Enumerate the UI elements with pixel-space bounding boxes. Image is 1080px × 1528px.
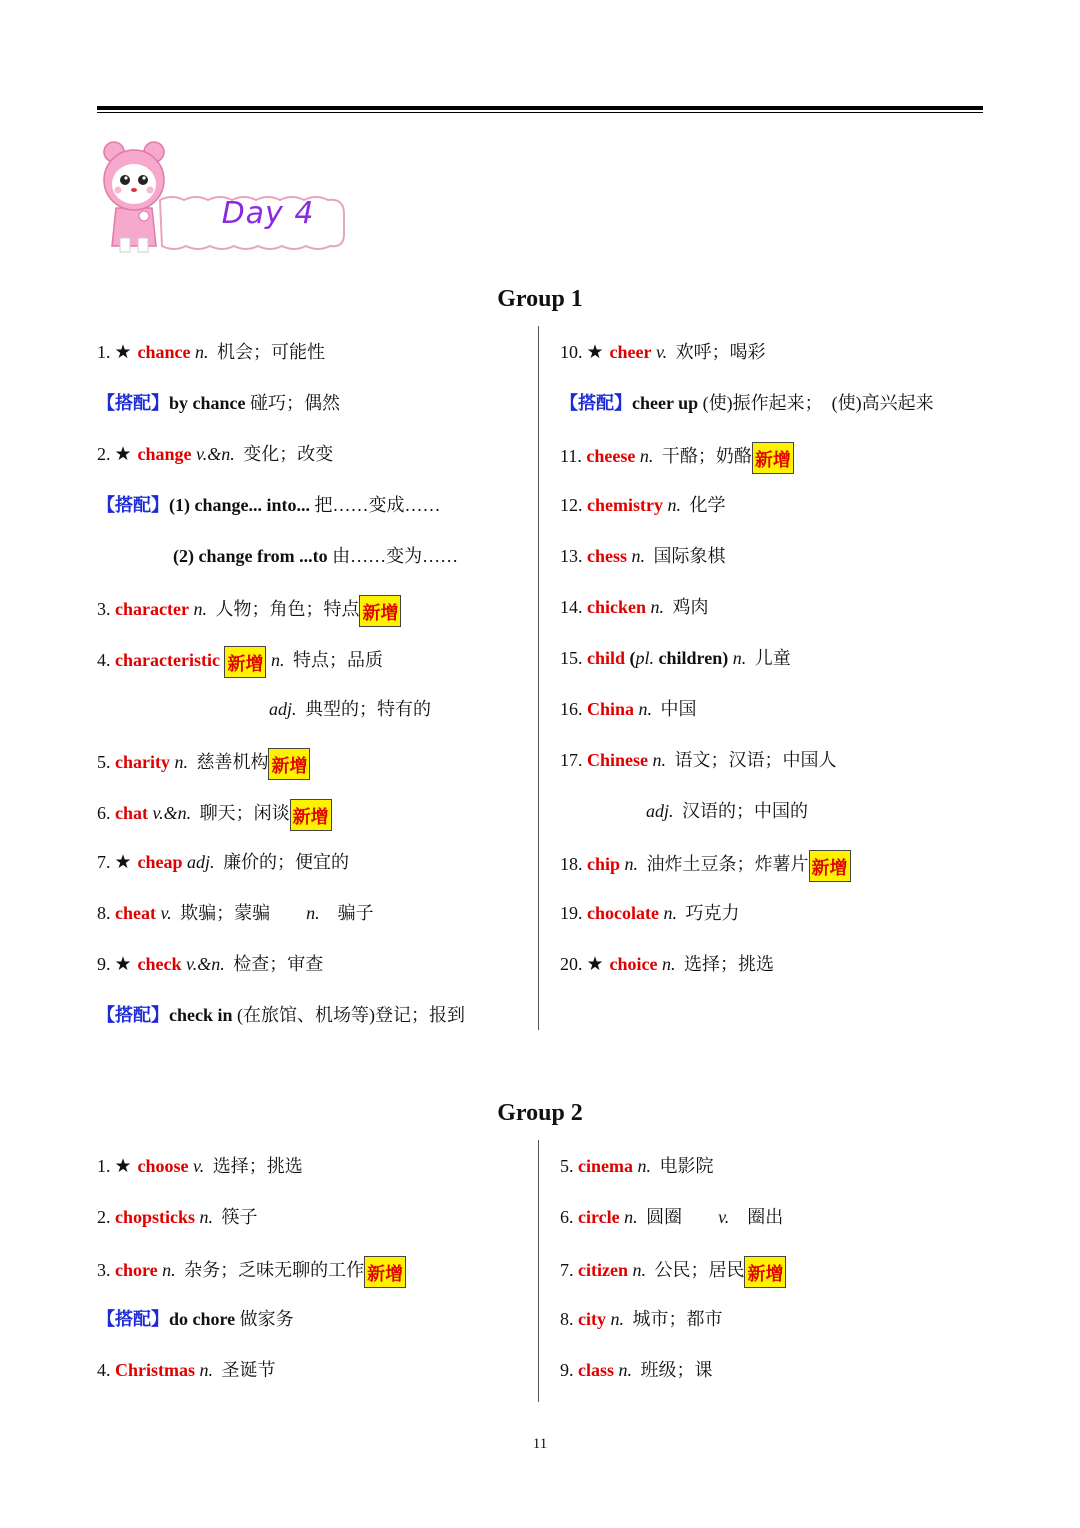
part-of-speech: n.	[195, 342, 209, 362]
headword: Chinese	[587, 750, 649, 770]
meaning: 机会；可能性	[217, 342, 326, 362]
headword: cheap	[137, 852, 183, 872]
group-title: Group 1	[497, 286, 583, 312]
part-of-speech: n.	[624, 854, 639, 874]
header-rule	[97, 106, 983, 115]
item-number: 16.	[560, 699, 583, 719]
part-of-speech: v.&n.	[186, 954, 225, 974]
meaning: 典型的；特有的	[305, 699, 432, 719]
item-number: 7.	[560, 1260, 574, 1280]
headword: change	[137, 444, 192, 464]
item-number: 14.	[560, 597, 583, 617]
collocation-phrase: check in	[169, 1005, 233, 1025]
meaning: 选择；挑选	[212, 1156, 303, 1176]
headword: character	[115, 599, 189, 619]
group-title: Group 2	[497, 1100, 583, 1126]
part-of-speech: n.	[270, 650, 285, 670]
headword: choose	[137, 1156, 189, 1176]
headword: chicken	[587, 597, 647, 617]
item-number: 9.	[97, 954, 111, 974]
vocab-row	[97, 1256, 406, 1284]
meaning: 城市；都市	[632, 1309, 723, 1329]
new-badge: 新增	[752, 442, 794, 474]
part-of-speech: n.	[624, 1207, 638, 1227]
headword: chore	[115, 1260, 158, 1280]
vocab-row	[97, 1205, 258, 1229]
part-of-speech: n.	[663, 903, 677, 923]
item-number: 18.	[560, 854, 583, 874]
collocation-tag: 【搭配】	[97, 1309, 169, 1329]
meaning: 电影院	[659, 1156, 714, 1176]
meaning: 人物；角色；特点	[215, 599, 360, 619]
headword: charity	[115, 752, 170, 772]
part-of-speech: n.	[610, 1309, 624, 1329]
part-of-speech: n.	[199, 1360, 213, 1380]
meaning: 慈善机构	[196, 752, 269, 772]
part-of-speech: n.	[199, 1207, 214, 1227]
meaning: 巧克力	[685, 903, 740, 923]
meaning: 汉语的；中国的	[682, 801, 809, 821]
vocab-row	[560, 595, 709, 619]
headword: city	[578, 1309, 606, 1329]
part-of-speech: n.	[193, 599, 207, 619]
vocab-row	[560, 952, 774, 976]
item-number: 1.	[97, 342, 111, 362]
meaning: 变化；改变	[243, 444, 334, 464]
item-number: 8.	[97, 903, 111, 923]
item-number: 5.	[560, 1156, 574, 1176]
meaning: 欢呼；喝彩	[675, 342, 766, 362]
item-number: 10.	[560, 342, 583, 362]
meaning: 特点；品质	[292, 650, 383, 670]
part-of-speech: n.	[732, 648, 747, 668]
collocation-meaning: 把……变成……	[314, 495, 441, 515]
meaning: 儿童	[754, 648, 791, 668]
meaning: 公民；居民	[654, 1260, 745, 1280]
item-number: 4.	[97, 650, 111, 670]
item-number: 6.	[97, 803, 111, 823]
collocation-meaning: (使)振作起来； (使)高兴起来	[702, 393, 934, 413]
item-number: 20.	[560, 954, 583, 974]
vocab-row	[97, 595, 401, 623]
part-of-speech: n.	[162, 1260, 176, 1280]
vocab-row	[560, 697, 697, 721]
vocab-row	[560, 901, 739, 925]
collocation-tag: 【搭配】	[97, 1005, 169, 1025]
vocab-row	[97, 646, 383, 674]
headword: check	[137, 954, 182, 974]
headword: choice	[609, 954, 658, 974]
vocab-row	[560, 442, 794, 470]
part-of-speech: n.	[174, 752, 188, 772]
item-number: 11.	[560, 446, 582, 466]
collocation-phrase: (2) change from ...to	[173, 546, 328, 566]
new-badge: 新增	[809, 850, 851, 882]
part-of-speech: v.	[160, 903, 172, 923]
vocab-row	[269, 697, 431, 721]
meaning: 聊天；闲谈	[199, 803, 290, 823]
item-number: 2.	[97, 1207, 111, 1227]
plural-label: pl.	[635, 648, 655, 668]
vocab-row	[646, 799, 808, 823]
part-of-speech-extra: &n.	[207, 444, 235, 464]
vocab-row	[97, 901, 374, 925]
item-number: 1.	[97, 1156, 111, 1176]
item-number: 12.	[560, 495, 583, 515]
meaning: 筷子	[221, 1207, 258, 1227]
item-number: 3.	[97, 599, 111, 619]
day-label: Day 4	[221, 196, 315, 231]
collocation-tag: 【搭配】	[97, 393, 169, 413]
part-of-speech: v.	[656, 342, 668, 362]
headword: circle	[578, 1207, 620, 1227]
headword: Christmas	[115, 1360, 195, 1380]
meaning: 选择；挑选	[684, 954, 775, 974]
headword: class	[578, 1360, 614, 1380]
star-icon: ★	[114, 444, 132, 465]
part-of-speech: n.	[667, 495, 681, 515]
star-icon: ★	[114, 852, 132, 873]
meaning: 中国	[660, 699, 697, 719]
vocab-row	[97, 442, 333, 466]
collocation-phrase: do chore	[169, 1309, 236, 1329]
star-icon: ★	[586, 342, 604, 363]
meaning: 廉价的；便宜的	[223, 852, 350, 872]
part-of-speech: n.	[637, 1156, 651, 1176]
vocab-row	[560, 748, 837, 772]
headword: cheer	[609, 342, 652, 362]
item-number: 17.	[560, 750, 583, 770]
part-of-speech: n.	[662, 954, 676, 974]
vocab-row	[560, 391, 934, 415]
vocab-row	[97, 952, 323, 976]
vocab-row	[97, 1003, 465, 1027]
meaning: 班级；课	[640, 1360, 713, 1380]
meaning: 国际象棋	[653, 546, 726, 566]
collocation-meaning: (在旅馆、机场等)登记；报到	[237, 1005, 466, 1025]
new-badge: 新增	[268, 748, 310, 780]
new-badge: 新增	[364, 1256, 406, 1288]
vocab-row	[560, 850, 851, 878]
star-icon: ★	[114, 954, 132, 975]
collocation-phrase: (1) change... into...	[169, 495, 310, 515]
meaning: 语文；汉语；中国人	[674, 750, 837, 770]
meaning: 干酪；奶酪	[661, 446, 752, 466]
vocab-row	[97, 1154, 303, 1178]
part-of-speech: n.	[306, 903, 320, 923]
vocab-row	[97, 1307, 294, 1331]
new-badge: 新增	[359, 595, 401, 627]
collocation-meaning: 碰巧；偶然	[250, 393, 340, 413]
item-number: 2.	[97, 444, 111, 464]
meaning: 圣诞节	[221, 1360, 276, 1380]
headword: cinema	[578, 1156, 633, 1176]
meaning: 圈出	[747, 1207, 784, 1227]
item-number: 9.	[560, 1360, 574, 1380]
vocab-row	[97, 340, 325, 364]
part-of-speech: adj.	[269, 699, 297, 719]
collocation-phrase: by chance	[169, 393, 246, 413]
vocab-row	[97, 1358, 276, 1382]
page-number: 11	[532, 1436, 548, 1452]
part-of-speech: v.&n.	[152, 803, 192, 823]
meaning: 圆圈	[646, 1207, 683, 1227]
part-of-speech: v.	[193, 1156, 205, 1176]
part-of-speech: v.	[196, 444, 208, 464]
vocab-row	[97, 799, 332, 827]
item-number: 8.	[560, 1309, 574, 1329]
part-of-speech: adj.	[187, 852, 215, 872]
vocab-row	[560, 493, 725, 517]
meaning: 检查；审查	[233, 954, 324, 974]
part-of-speech: n.	[631, 546, 645, 566]
collocation-meaning: 做家务	[239, 1309, 294, 1329]
day-badge	[100, 138, 350, 256]
new-badge: 新增	[744, 1256, 786, 1288]
star-icon: ★	[114, 1156, 132, 1177]
headword: chance	[137, 342, 191, 362]
headword: child	[587, 648, 626, 668]
collocation-meaning: 由……变为……	[332, 546, 459, 566]
item-number: 5.	[97, 752, 111, 772]
column-divider	[538, 1140, 539, 1402]
vocab-row	[97, 850, 349, 874]
part-of-speech: n.	[638, 699, 653, 719]
vocab-row	[560, 1358, 713, 1382]
part-of-speech: n.	[639, 446, 654, 466]
part-of-speech: v.	[718, 1207, 730, 1227]
meaning: 化学	[689, 495, 726, 515]
meaning: 骗子	[337, 903, 374, 923]
vocab-row	[173, 544, 458, 568]
vocab-row	[97, 748, 310, 776]
vocab-row	[97, 493, 441, 517]
item-number: 6.	[560, 1207, 574, 1227]
part-of-speech: n.	[650, 597, 665, 617]
vocab-row	[97, 391, 340, 415]
headword: cheese	[586, 446, 636, 466]
headword: chat	[115, 803, 148, 823]
vocab-row	[560, 1205, 783, 1229]
item-number: 13.	[560, 546, 583, 566]
headword: chemistry	[587, 495, 663, 515]
item-number: 3.	[97, 1260, 111, 1280]
collocation-tag: 【搭配】	[97, 495, 169, 515]
headword: China	[587, 699, 635, 719]
vocab-row	[560, 1256, 786, 1284]
part-of-speech: n.	[652, 750, 667, 770]
headword: chess	[587, 546, 627, 566]
meaning: 杂务；乏味无聊的工作	[184, 1260, 365, 1280]
part-of-speech: n.	[632, 1260, 646, 1280]
meaning: 欺骗；蒙骗	[180, 903, 271, 923]
item-number: 4.	[97, 1360, 111, 1380]
new-badge: 新增	[290, 799, 332, 831]
part-of-speech: adj.	[646, 801, 674, 821]
meaning: 油炸土豆条；炸薯片	[646, 854, 809, 874]
headword: chocolate	[587, 903, 659, 923]
headword: chopsticks	[115, 1207, 196, 1227]
vocab-row	[560, 646, 791, 670]
item-number: 7.	[97, 852, 111, 872]
vocab-row	[560, 1307, 722, 1331]
part-of-speech: n.	[618, 1360, 632, 1380]
headword: characteristic	[115, 650, 220, 670]
headword: cheat	[115, 903, 156, 923]
vocab-row	[560, 1154, 713, 1178]
item-number: 15.	[560, 648, 583, 668]
plural-form: children)	[654, 648, 729, 668]
new-badge: 新增	[224, 646, 266, 678]
vocab-row	[560, 544, 726, 568]
headword: chip	[587, 854, 621, 874]
meaning: 鸡肉	[672, 597, 709, 617]
item-number: 19.	[560, 903, 583, 923]
star-icon: ★	[114, 342, 132, 363]
headword: citizen	[578, 1260, 628, 1280]
vocab-row	[560, 340, 766, 364]
column-divider	[538, 326, 539, 1030]
collocation-tag: 【搭配】	[560, 393, 632, 413]
collocation-phrase: cheer up	[632, 393, 699, 413]
star-icon: ★	[586, 954, 604, 975]
plural-open: (	[629, 648, 636, 668]
